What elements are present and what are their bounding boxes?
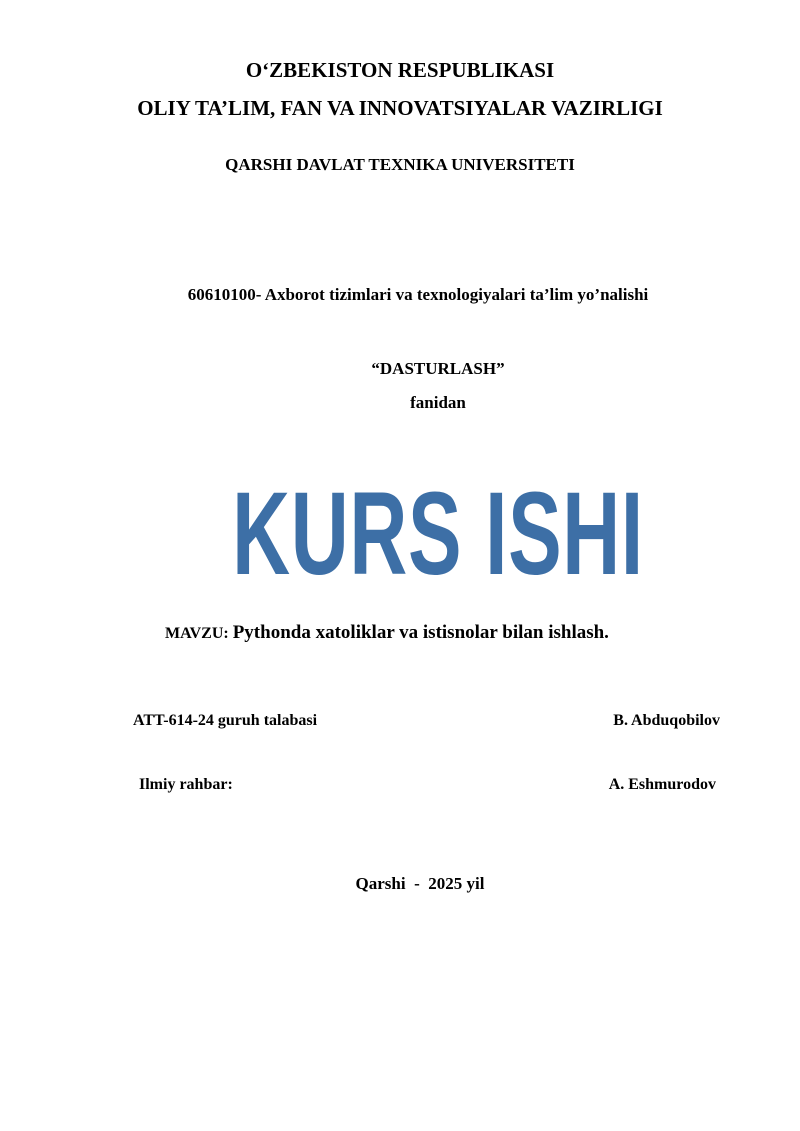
topic-value: Pythonda xatoliklar va istisnolar bilan ishlash. (232, 622, 609, 643)
student-name: B. Abduqobilov (613, 712, 720, 729)
document-title: KURS ISHI (232, 468, 644, 600)
advisor-label: Ilmiy rahbar: (139, 776, 233, 793)
study-direction: 60610100- Axborot tizimlari va texnologiyalari ta’lim yo’nalishi (187, 285, 649, 304)
topic-line (165, 622, 609, 644)
advisor-name: A. Eshmurodov (608, 776, 716, 793)
subject-name: “DASTURLASH” (371, 359, 505, 378)
city-year: Qarshi - 2025 yil (355, 874, 485, 893)
student-label: ATT-614-24 guruh talabasi (133, 712, 318, 729)
subject-suffix: fanidan (410, 393, 466, 412)
university-heading: QARSHI DAVLAT TEXNIKA UNIVERSITETI (225, 155, 575, 174)
country-heading: O‘ZBEKISTON RESPUBLIKASI (245, 58, 555, 82)
ministry-heading: OLIY TA’LIM, FAN VA INNOVATSIYALAR VAZIRLIGI (137, 96, 663, 120)
topic-label: MAVZU: (165, 625, 233, 642)
